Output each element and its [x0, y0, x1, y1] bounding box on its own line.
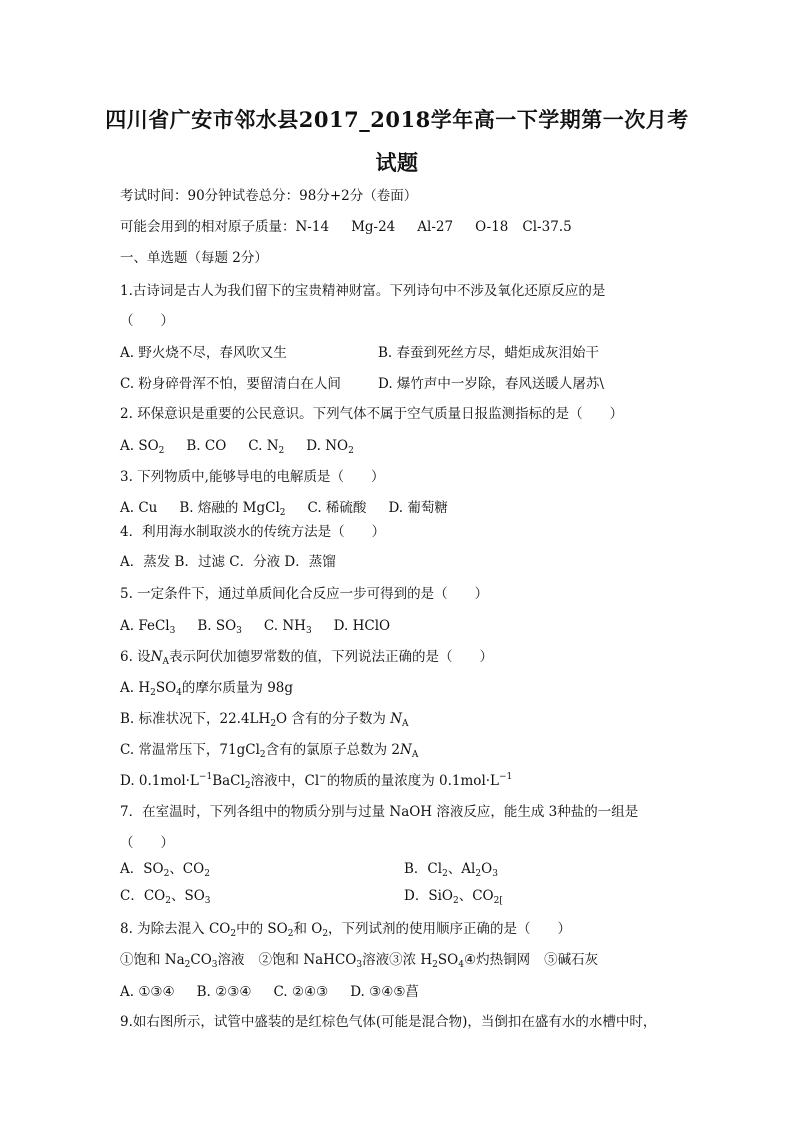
q6-option-c: C. 常温常压下，71gCl$_2$含有的氯原子总数为 $2N_A$	[120, 742, 419, 760]
mass-mg: Mg-24	[351, 219, 396, 235]
q5-option-b: B. $SO_3$	[197, 618, 242, 636]
q3-option-c: C. 稀硫酸	[307, 500, 367, 516]
q8-option-d: D. ③④⑤菖	[350, 984, 419, 1000]
atomic-mass-label: 可能会用到的相对原子质量：N-14	[120, 219, 330, 235]
exam-time-info: 考试时间：90分钟试卷总分：98分+2分（卷面）	[120, 188, 418, 204]
q2-stem: 2. 环保意识是重要的公民意识。下列气体不属于空气质量日报监测指标的是（ ）	[120, 406, 624, 422]
q5-stem: 5. 一定条件下，通过单质间化合反应一步可得到的是（ ）	[120, 586, 489, 602]
exam-title-line1: 四川省广安市邻水县2017_2018学年高一下学期第一次月考	[105, 107, 689, 132]
q3-stem: 3. 下列物质中,能够导电的电解质是（ ）	[120, 469, 385, 485]
exam-title-line2: 试题	[375, 150, 419, 175]
q5-option-c: C. $NH_3$	[263, 618, 312, 636]
mass-al: Al-27	[417, 219, 454, 235]
q8-option-b: B. ②③④	[196, 984, 252, 1000]
q5-option-d: D. HClO	[333, 618, 391, 634]
q7-option-a: A．$SO_2$、$CO_2$	[120, 861, 210, 879]
q2-option-d: D. $NO_2$	[306, 438, 354, 456]
q8-options	[120, 983, 419, 1001]
q2-options	[120, 437, 354, 455]
q7-stem: 7．在室温时，下列各组中的物质分别与过量 NaOH 溶液反应，能生成 3种盐的一组是	[120, 804, 639, 820]
mass-cl: Cl-37.5	[522, 219, 572, 235]
q3-option-d: D. 葡萄糖	[388, 500, 448, 516]
q4-options: A．蒸发 B．过滤 C．分液 D．蒸馏	[120, 554, 336, 570]
q6-option-b: B. 标准状况下，$22.4LH_2O$ 含有的分子数为 $N_A$	[120, 711, 409, 729]
q6-option-d: D. $0.1mol\cdot L^{-1}BaCl_2$溶液中，Cl−的物质的量浓度为 $0.1mol\cdot L^{-1}$	[120, 772, 513, 791]
q1-option-a: A. 野火烧不尽，春风吹又生	[120, 345, 287, 361]
q1-option-d: D. 爆竹声中一岁除，春风送暖人屠苏\	[378, 376, 604, 392]
q2-option-b: B. CO	[186, 438, 227, 454]
q6-option-a: A. $H_2SO_4$的摩尔质量为 98g	[120, 680, 294, 698]
q8-stem: 8. 为除去混入 $CO_2$中的 $SO_2$和 $O_2$，下列试剂的使用顺序正确的是（ ）	[120, 921, 572, 939]
q7-option-c: C．$CO_2$、$SO_3$	[120, 888, 211, 906]
q7-option-d: D．SiO$_2$、$CO_{2[}$	[404, 888, 503, 906]
q1-paren: （ ）	[120, 313, 174, 329]
section-title: 一、单选题（每题 2分）	[120, 250, 268, 266]
q6-stem: 6. 设$N_A$表示阿伏加德罗常数的值，下列说法正确的是（ ）	[120, 649, 493, 667]
q4-stem: 4．利用海水制取淡水的传统方法是（ ）	[120, 524, 386, 540]
q2-option-a: A. $SO_2$	[120, 438, 165, 456]
q8-option-c: C. ②④③	[273, 984, 329, 1000]
q2-option-c: C. $N_2$	[248, 438, 285, 456]
q8-reagents: ①饱和 $Na_2CO_3$溶液 ②饱和 NaHCO$_3$溶液③浓 $H_2SO_4④$灼热铜网 ⑤碱石灰	[120, 952, 599, 970]
q8-option-a: A. ①③④	[120, 984, 175, 1000]
q3-options	[120, 499, 448, 517]
mass-o: O-18	[475, 219, 509, 235]
q7-option-b: B．$Cl_2$、$Al_2O_3$	[404, 861, 498, 879]
q5-options	[120, 617, 390, 635]
q3-option-a: A. Cu	[120, 500, 158, 516]
q3-option-b: B. 熔融的 MgCl$_2$	[179, 500, 286, 518]
q7-paren: （ ）	[120, 835, 174, 851]
q1-stem: 1.古诗词是古人为我们留下的宝贵精神财富。下列诗句中不涉及氧化还原反应的是	[120, 283, 606, 299]
q9-stem: 9.如右图所示，试管中盛装的是红棕色气体(可能是混合物)，当倒扣在盛有水的水槽中时，	[120, 1014, 657, 1030]
atomic-mass-info	[120, 218, 572, 236]
q5-option-a: A. FeCl$_3$	[120, 618, 176, 636]
q1-option-c: C. 粉身碎骨浑不怕，要留清白在人间	[120, 376, 341, 392]
q1-option-b: B. 春蚕到死丝方尽，蜡炬成灰泪始干	[378, 345, 600, 361]
